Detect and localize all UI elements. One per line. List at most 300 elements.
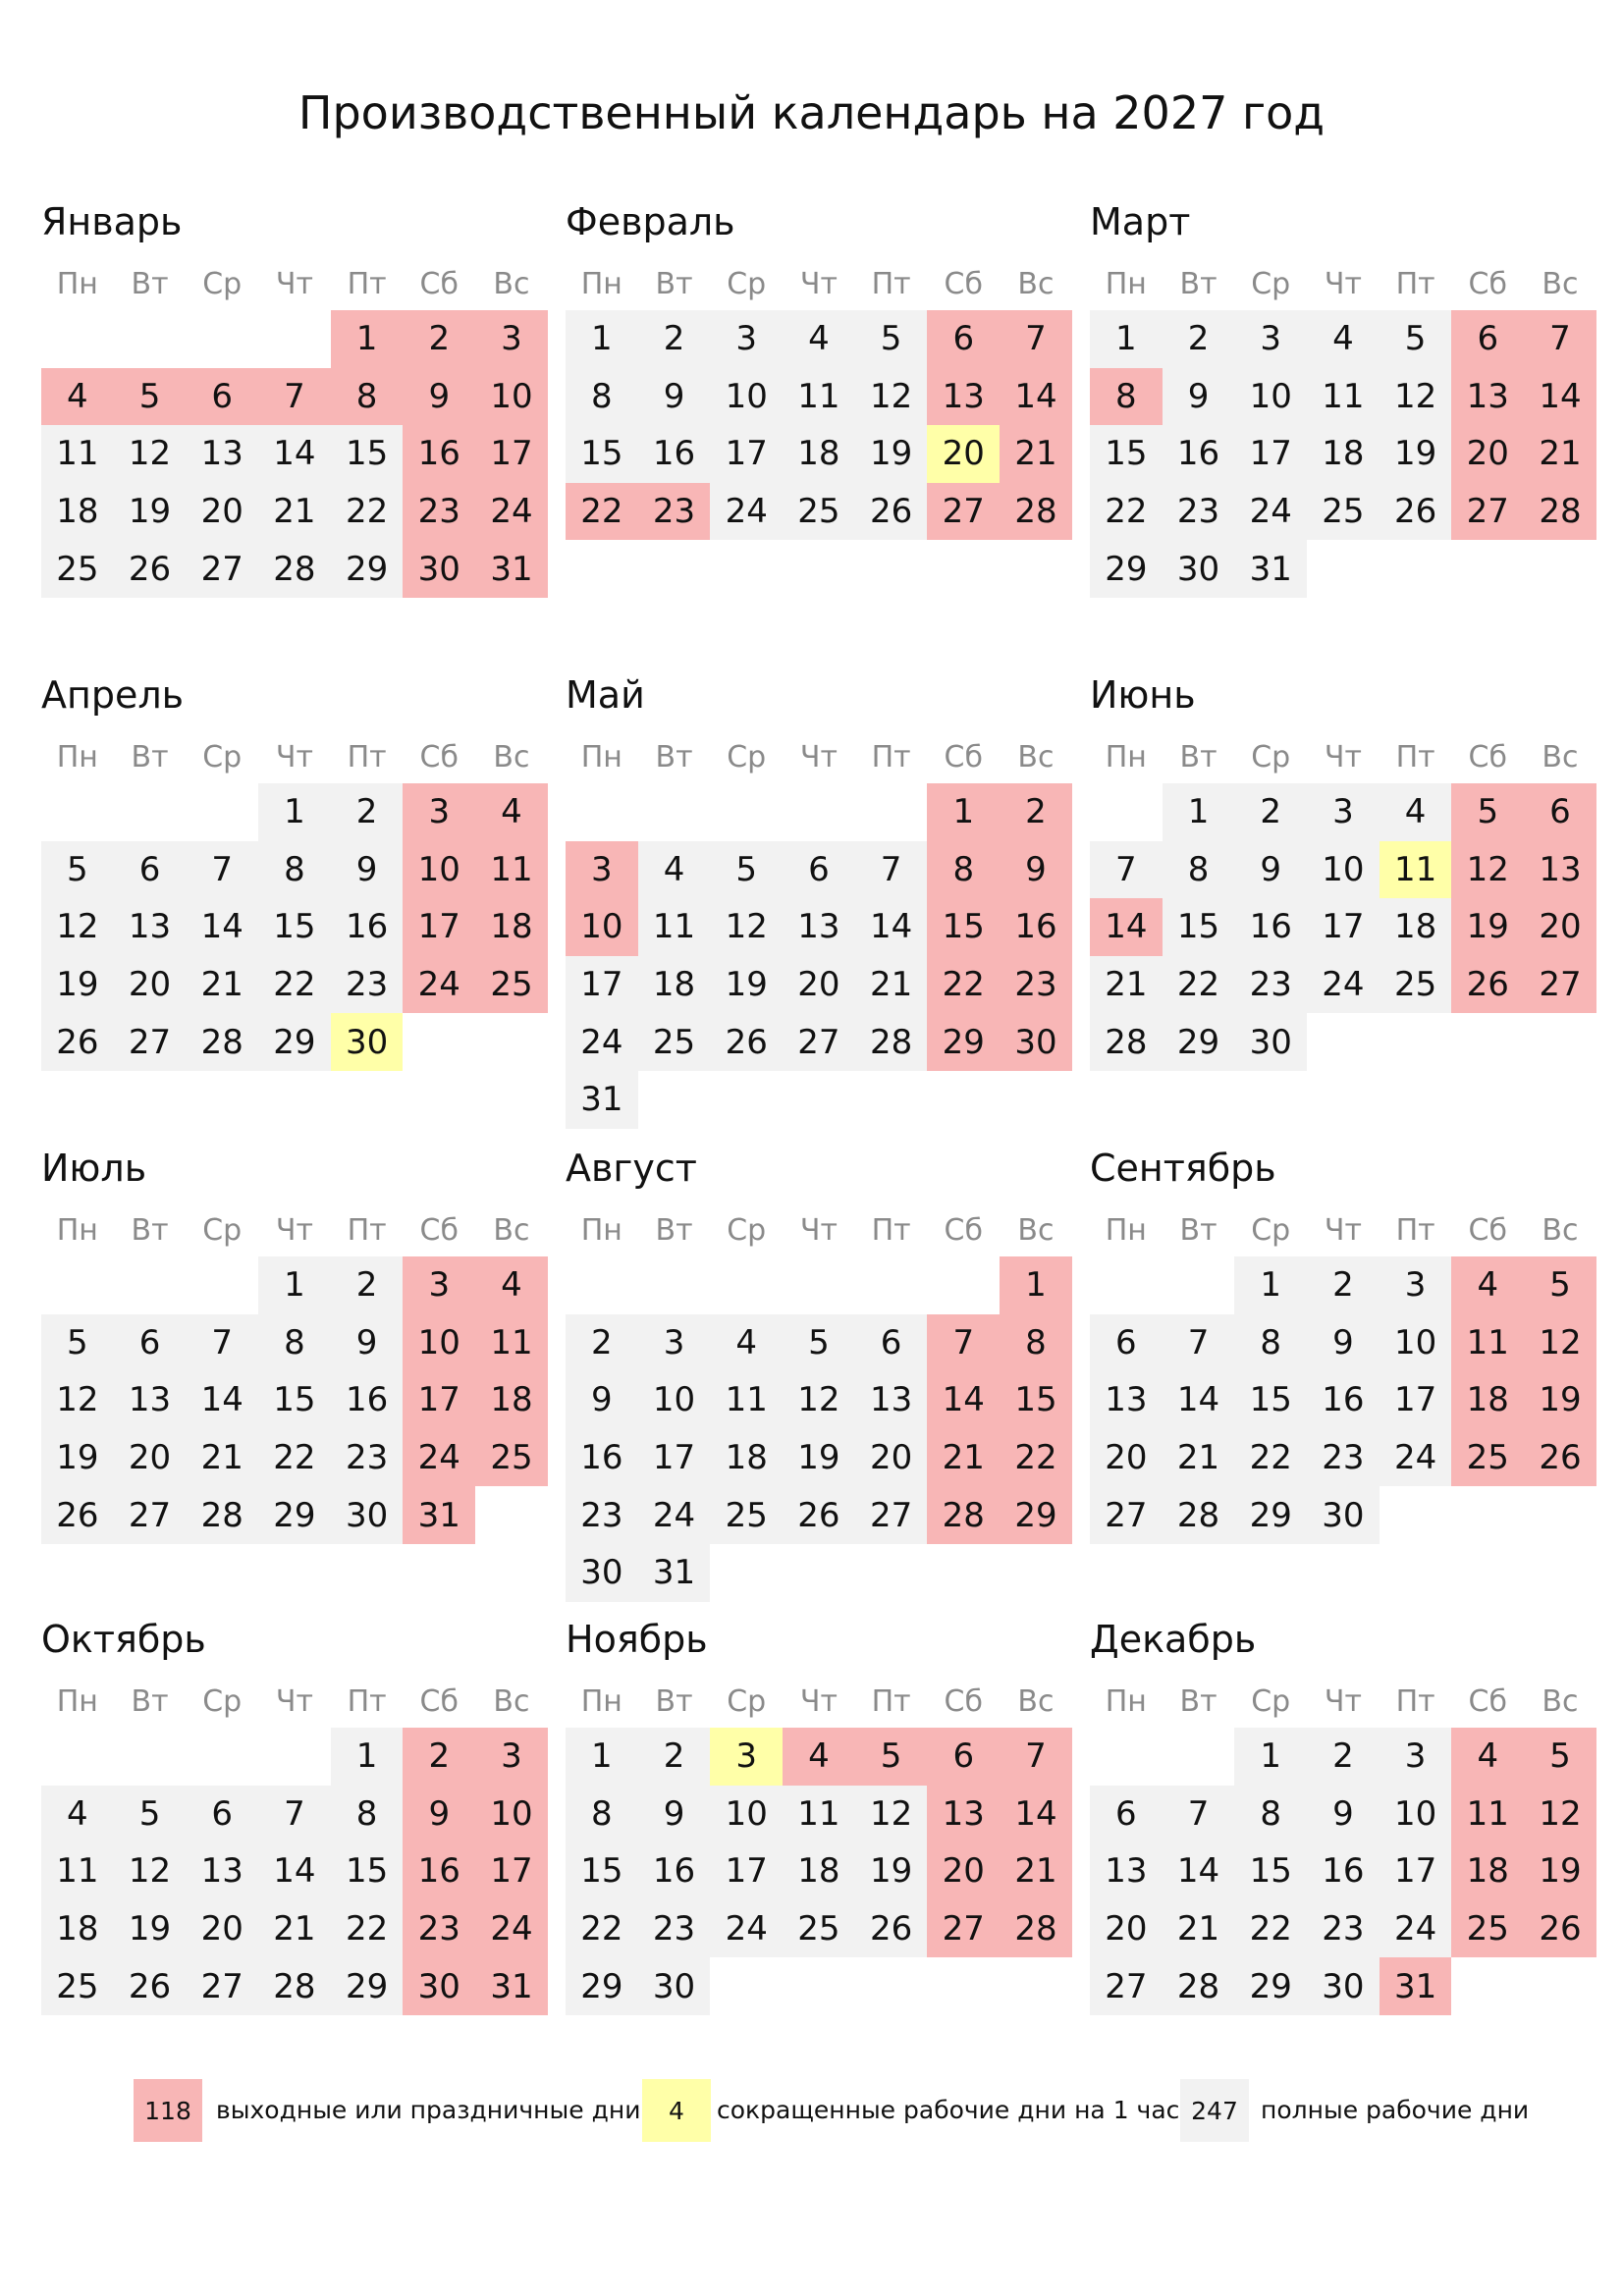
weekday-label: Вс — [1542, 267, 1579, 301]
weekday-label: Вт — [131, 1213, 169, 1248]
day-cell-holiday: 13 — [1451, 368, 1524, 426]
day-cell-holiday: 17 — [403, 1371, 475, 1429]
day-cell-holiday: 14 — [1000, 1786, 1072, 1843]
day-cell-holiday: 2 — [403, 1728, 475, 1786]
day-cell-holiday: 10 — [566, 898, 638, 956]
day-cell-workday: 7 — [1163, 1786, 1235, 1843]
day-cell-holiday: 26 — [1524, 1900, 1596, 1958]
weekday-header — [1090, 1209, 1596, 1253]
day-cell-workday: 23 — [1163, 483, 1235, 541]
day-cell-workday: 19 — [855, 425, 928, 483]
day-cell-workday: 8 — [258, 1314, 331, 1372]
empty-cell — [1163, 1728, 1235, 1786]
weekday-label: Пн — [1105, 1213, 1147, 1248]
day-cell-holiday: 10 — [403, 1314, 475, 1372]
day-cell-workday: 31 — [1234, 540, 1307, 598]
weekday-label: Пт — [347, 1213, 387, 1248]
day-cell-workday: 16 — [1163, 425, 1235, 483]
day-cell-holiday: 27 — [927, 483, 1000, 541]
weekday-label: Чт — [1324, 1213, 1362, 1248]
weekday-label: Вт — [655, 740, 693, 774]
day-cell-workday: 16 — [638, 1842, 711, 1900]
day-cell-holiday: 23 — [1000, 956, 1072, 1014]
day-cell-workday: 20 — [186, 483, 258, 541]
weekday-label: Ср — [1251, 740, 1291, 774]
weekday-label: Пн — [1105, 267, 1147, 301]
day-cell-workday: 25 — [783, 483, 855, 541]
day-cell-holiday: 28 — [1000, 1900, 1072, 1958]
day-cell-workday: 3 — [1234, 310, 1307, 368]
weekday-label: Вт — [655, 267, 693, 301]
day-cell-workday: 27 — [114, 1486, 187, 1544]
day-cell-workday: 18 — [638, 956, 711, 1014]
day-cell-workday: 12 — [41, 898, 114, 956]
empty-cell — [41, 783, 114, 841]
empty-cell — [710, 1256, 783, 1314]
month-name: Январь — [41, 200, 183, 243]
day-cell-workday: 4 — [1307, 310, 1380, 368]
day-cell-workday: 21 — [186, 956, 258, 1014]
day-cell-workday: 30 — [1307, 1957, 1380, 2015]
day-cell-workday: 8 — [1163, 841, 1235, 899]
weekday-header — [1090, 736, 1596, 779]
day-cell-workday: 10 — [710, 1786, 783, 1843]
day-cell-workday: 8 — [1234, 1786, 1307, 1843]
weekday-label: Ср — [727, 1684, 767, 1719]
day-cell-workday: 19 — [710, 956, 783, 1014]
weekday-label: Чт — [1324, 267, 1362, 301]
empty-cell — [1090, 783, 1163, 841]
day-cell-workday: 15 — [1163, 898, 1235, 956]
weekday-label: Пт — [347, 267, 387, 301]
day-cell-holiday: 18 — [1451, 1371, 1524, 1429]
month-name: Октябрь — [41, 1618, 206, 1661]
day-cell-workday: 28 — [1163, 1486, 1235, 1544]
day-cell-workday: 22 — [258, 956, 331, 1014]
day-cell-holiday: 18 — [1451, 1842, 1524, 1900]
day-cell-holiday: 21 — [1000, 425, 1072, 483]
empty-cell — [41, 1728, 114, 1786]
empty-cell — [114, 1728, 187, 1786]
day-cell-holiday: 20 — [927, 1842, 1000, 1900]
day-cell-holiday: 8 — [1000, 1314, 1072, 1372]
day-cell-workday: 15 — [1234, 1842, 1307, 1900]
day-grid — [41, 1256, 548, 1544]
page-title: Производственный календарь на 2027 год — [298, 86, 1325, 139]
day-cell-holiday: 15 — [927, 898, 1000, 956]
day-cell-holiday: 4 — [475, 783, 548, 841]
day-cell-workday: 24 — [710, 1900, 783, 1958]
day-cell-workday: 9 — [1163, 368, 1235, 426]
day-cell-holiday: 4 — [1451, 1256, 1524, 1314]
day-cell-holiday: 7 — [258, 368, 331, 426]
day-cell-holiday: 18 — [475, 1371, 548, 1429]
day-cell-workday: 2 — [1307, 1256, 1380, 1314]
day-cell-workday: 3 — [1380, 1728, 1452, 1786]
day-cell-holiday: 9 — [1000, 841, 1072, 899]
day-cell-workday: 25 — [638, 1013, 711, 1071]
day-cell-workday: 21 — [258, 1900, 331, 1958]
day-cell-workday: 13 — [186, 1842, 258, 1900]
weekday-label: Пн — [580, 1684, 622, 1719]
weekday-label: Чт — [275, 740, 313, 774]
day-cell-workday: 23 — [331, 1429, 404, 1487]
day-cell-workday: 6 — [783, 841, 855, 899]
day-cell-holiday: 25 — [475, 956, 548, 1014]
day-cell-workday: 2 — [638, 310, 711, 368]
day-cell-holiday: 26 — [1524, 1429, 1596, 1487]
weekday-label: Вс — [493, 267, 530, 301]
day-cell-holiday: 1 — [927, 783, 1000, 841]
legend-holiday-label: выходные или праздничные дни — [216, 2096, 641, 2124]
day-cell-workday: 3 — [710, 310, 783, 368]
day-cell-workday: 28 — [258, 1957, 331, 2015]
day-cell-holiday: 11 — [475, 1314, 548, 1372]
day-cell-workday: 2 — [1163, 310, 1235, 368]
empty-cell — [186, 1256, 258, 1314]
weekday-label: Чт — [799, 267, 838, 301]
weekday-header — [1090, 263, 1596, 306]
day-cell-holiday: 18 — [475, 898, 548, 956]
day-cell-workday: 1 — [1234, 1256, 1307, 1314]
empty-cell — [783, 1256, 855, 1314]
weekday-label: Пт — [871, 1213, 911, 1248]
day-cell-holiday: 28 — [1524, 483, 1596, 541]
day-cell-workday: 4 — [783, 310, 855, 368]
day-cell-workday: 13 — [186, 425, 258, 483]
day-cell-workday: 5 — [41, 841, 114, 899]
day-cell-holiday: 24 — [475, 1900, 548, 1958]
day-cell-workday: 6 — [114, 1314, 187, 1372]
weekday-header — [1090, 1681, 1596, 1724]
day-cell-workday: 22 — [1090, 483, 1163, 541]
day-cell-holiday: 4 — [783, 1728, 855, 1786]
day-grid — [566, 1728, 1072, 2015]
day-cell-holiday: 23 — [403, 1900, 475, 1958]
day-cell-workday: 30 — [1234, 1013, 1307, 1071]
day-cell-workday: 21 — [258, 483, 331, 541]
day-cell-workday: 22 — [1234, 1900, 1307, 1958]
day-cell-workday: 19 — [114, 1900, 187, 1958]
day-cell-holiday: 30 — [403, 1957, 475, 2015]
day-cell-workday: 18 — [41, 1900, 114, 1958]
weekday-label: Пн — [1105, 1684, 1147, 1719]
day-cell-workday: 17 — [638, 1429, 711, 1487]
legend-work-label: полные рабочие дни — [1261, 2096, 1530, 2124]
day-cell-workday: 18 — [783, 1842, 855, 1900]
weekday-label: Ср — [202, 267, 243, 301]
day-cell-workday: 15 — [1234, 1371, 1307, 1429]
day-cell-workday: 6 — [186, 1786, 258, 1843]
weekday-label: Пт — [1395, 1684, 1435, 1719]
day-cell-workday: 27 — [1090, 1486, 1163, 1544]
day-cell-workday: 28 — [186, 1013, 258, 1071]
day-cell-workday: 1 — [1234, 1728, 1307, 1786]
day-cell-workday: 11 — [710, 1371, 783, 1429]
weekday-label: Вт — [131, 267, 169, 301]
day-cell-workday: 10 — [1234, 368, 1307, 426]
day-cell-holiday: 21 — [927, 1429, 1000, 1487]
day-cell-holiday: 3 — [475, 1728, 548, 1786]
day-cell-holiday: 6 — [927, 1728, 1000, 1786]
empty-cell — [258, 310, 331, 368]
day-cell-workday: 14 — [186, 898, 258, 956]
weekday-label: Сб — [1468, 1684, 1507, 1719]
weekday-label: Вт — [1179, 267, 1217, 301]
day-cell-workday: 16 — [1307, 1842, 1380, 1900]
day-cell-workday: 21 — [186, 1429, 258, 1487]
day-cell-workday: 25 — [1307, 483, 1380, 541]
day-cell-workday: 27 — [186, 1957, 258, 2015]
weekday-label: Чт — [799, 1213, 838, 1248]
month-name: Май — [566, 673, 645, 717]
weekday-label: Вт — [131, 740, 169, 774]
day-cell-workday: 29 — [1234, 1486, 1307, 1544]
day-cell-workday: 24 — [1307, 956, 1380, 1014]
weekday-header — [41, 736, 548, 779]
weekday-label: Ср — [202, 740, 243, 774]
day-cell-workday: 23 — [1307, 1900, 1380, 1958]
legend-short-count: 4 — [642, 2079, 711, 2142]
weekday-label: Вт — [131, 1684, 169, 1719]
day-cell-holiday: 31 — [475, 1957, 548, 2015]
day-cell-workday: 1 — [1163, 783, 1235, 841]
day-cell-workday: 14 — [855, 898, 928, 956]
day-cell-holiday: 8 — [331, 368, 404, 426]
day-cell-holiday: 23 — [403, 483, 475, 541]
day-cell-workday: 20 — [186, 1900, 258, 1958]
weekday-label: Ср — [1251, 267, 1291, 301]
day-cell-holiday: 10 — [403, 841, 475, 899]
day-cell-workday: 27 — [186, 540, 258, 598]
day-cell-workday: 28 — [258, 540, 331, 598]
weekday-label: Вт — [1179, 1213, 1217, 1248]
empty-cell — [258, 1728, 331, 1786]
month-name: Август — [566, 1147, 697, 1190]
day-cell-workday: 26 — [114, 540, 187, 598]
day-cell-workday: 17 — [1307, 898, 1380, 956]
day-cell-workday: 22 — [258, 1429, 331, 1487]
day-cell-workday: 21 — [1163, 1429, 1235, 1487]
day-cell-holiday: 13 — [927, 368, 1000, 426]
day-cell-workday: 1 — [1090, 310, 1163, 368]
day-cell-holiday: 5 — [855, 1728, 928, 1786]
day-cell-holiday: 2 — [403, 310, 475, 368]
weekday-label: Чт — [275, 1213, 313, 1248]
day-cell-holiday: 2 — [1000, 783, 1072, 841]
day-cell-workday: 1 — [331, 1728, 404, 1786]
day-cell-workday: 19 — [855, 1842, 928, 1900]
day-cell-workday: 14 — [1163, 1842, 1235, 1900]
day-cell-workday: 20 — [1090, 1900, 1163, 1958]
day-cell-workday: 29 — [1234, 1957, 1307, 2015]
day-cell-workday: 11 — [41, 1842, 114, 1900]
weekday-label: Чт — [275, 267, 313, 301]
day-cell-holiday: 20 — [1524, 898, 1596, 956]
day-cell-workday: 30 — [638, 1957, 711, 2015]
month-name: Февраль — [566, 200, 735, 243]
empty-cell — [710, 783, 783, 841]
day-cell-holiday: 14 — [1000, 368, 1072, 426]
day-cell-holiday: 27 — [1451, 483, 1524, 541]
weekday-label: Ср — [202, 1213, 243, 1248]
empty-cell — [783, 783, 855, 841]
day-cell-workday: 5 — [855, 310, 928, 368]
day-cell-workday: 16 — [331, 898, 404, 956]
day-cell-workday: 1 — [258, 783, 331, 841]
day-cell-workday: 7 — [1090, 841, 1163, 899]
day-cell-workday: 30 — [331, 1486, 404, 1544]
day-cell-workday: 8 — [566, 1786, 638, 1843]
weekday-label: Ср — [202, 1684, 243, 1719]
day-cell-workday: 15 — [1090, 425, 1163, 483]
day-cell-short: 20 — [927, 425, 1000, 483]
month-name: Июль — [41, 1147, 147, 1190]
month-name: Ноябрь — [566, 1618, 708, 1661]
day-cell-workday: 21 — [1163, 1900, 1235, 1958]
weekday-label: Вс — [1017, 1684, 1055, 1719]
day-cell-workday: 22 — [1234, 1429, 1307, 1487]
day-cell-workday: 30 — [1307, 1486, 1380, 1544]
day-cell-holiday: 13 — [1524, 841, 1596, 899]
day-cell-workday: 25 — [710, 1486, 783, 1544]
day-cell-workday: 23 — [1234, 956, 1307, 1014]
day-cell-workday: 23 — [1307, 1429, 1380, 1487]
day-cell-workday: 29 — [1090, 540, 1163, 598]
day-cell-holiday: 14 — [1524, 368, 1596, 426]
day-cell-workday: 9 — [1307, 1314, 1380, 1372]
empty-cell — [1163, 1256, 1235, 1314]
day-cell-workday: 22 — [331, 1900, 404, 1958]
day-grid — [1090, 783, 1596, 1071]
day-cell-workday: 26 — [41, 1013, 114, 1071]
weekday-label: Сб — [419, 1213, 459, 1248]
day-cell-workday: 8 — [1234, 1314, 1307, 1372]
weekday-label: Пн — [56, 1684, 98, 1719]
empty-cell — [186, 783, 258, 841]
day-cell-holiday: 28 — [927, 1486, 1000, 1544]
weekday-label: Пн — [580, 740, 622, 774]
day-cell-workday: 12 — [41, 1371, 114, 1429]
day-cell-holiday: 7 — [1524, 310, 1596, 368]
day-cell-holiday: 11 — [475, 841, 548, 899]
day-cell-workday: 7 — [186, 841, 258, 899]
day-cell-holiday: 16 — [1000, 898, 1072, 956]
weekday-label: Пн — [1105, 740, 1147, 774]
day-cell-holiday: 4 — [41, 368, 114, 426]
day-cell-workday: 10 — [1307, 841, 1380, 899]
empty-cell — [927, 1256, 1000, 1314]
day-cell-holiday: 25 — [1451, 1429, 1524, 1487]
weekday-label: Сб — [944, 267, 983, 301]
day-cell-holiday: 12 — [1451, 841, 1524, 899]
day-cell-workday: 8 — [331, 1786, 404, 1843]
weekday-label: Вс — [493, 740, 530, 774]
day-cell-workday: 24 — [566, 1013, 638, 1071]
day-cell-workday: 22 — [1163, 956, 1235, 1014]
day-cell-holiday: 20 — [1451, 425, 1524, 483]
empty-cell — [186, 310, 258, 368]
weekday-label: Ср — [727, 1213, 767, 1248]
day-cell-workday: 2 — [566, 1314, 638, 1372]
weekday-label: Вс — [493, 1684, 530, 1719]
day-cell-workday: 16 — [566, 1429, 638, 1487]
day-cell-workday: 1 — [258, 1256, 331, 1314]
weekday-label: Вс — [1542, 740, 1579, 774]
day-cell-holiday: 31 — [475, 540, 548, 598]
weekday-header — [41, 1209, 548, 1253]
day-cell-workday: 12 — [710, 898, 783, 956]
day-cell-holiday: 17 — [403, 898, 475, 956]
day-cell-workday: 5 — [1380, 310, 1452, 368]
day-cell-workday: 2 — [638, 1728, 711, 1786]
day-cell-workday: 25 — [1380, 956, 1452, 1014]
weekday-label: Вс — [1017, 267, 1055, 301]
day-cell-holiday: 3 — [566, 841, 638, 899]
day-cell-holiday: 3 — [403, 783, 475, 841]
day-cell-workday: 24 — [1380, 1900, 1452, 1958]
weekday-label: Сб — [1468, 740, 1507, 774]
day-cell-holiday: 1 — [1000, 1256, 1072, 1314]
day-cell-workday: 16 — [331, 1371, 404, 1429]
day-cell-workday: 30 — [566, 1544, 638, 1602]
weekday-label: Пн — [580, 1213, 622, 1248]
day-cell-workday: 10 — [710, 368, 783, 426]
day-cell-holiday: 6 — [1524, 783, 1596, 841]
day-cell-workday: 11 — [783, 368, 855, 426]
day-cell-holiday: 19 — [1451, 898, 1524, 956]
day-cell-holiday: 27 — [1524, 956, 1596, 1014]
day-grid — [41, 783, 548, 1071]
day-cell-holiday: 16 — [403, 425, 475, 483]
day-cell-holiday: 22 — [1000, 1429, 1072, 1487]
day-cell-holiday: 3 — [475, 310, 548, 368]
weekday-label: Пн — [56, 267, 98, 301]
day-cell-workday: 26 — [855, 483, 928, 541]
day-cell-workday: 4 — [710, 1314, 783, 1372]
day-cell-holiday: 27 — [927, 1900, 1000, 1958]
day-cell-workday: 18 — [1307, 425, 1380, 483]
day-cell-workday: 15 — [258, 1371, 331, 1429]
day-cell-holiday: 14 — [1090, 898, 1163, 956]
day-cell-workday: 8 — [566, 368, 638, 426]
day-cell-workday: 9 — [638, 368, 711, 426]
day-cell-holiday: 10 — [475, 1786, 548, 1843]
day-cell-workday: 13 — [114, 1371, 187, 1429]
day-cell-workday: 29 — [1163, 1013, 1235, 1071]
day-cell-workday: 4 — [41, 1786, 114, 1843]
day-cell-workday: 11 — [783, 1786, 855, 1843]
day-cell-workday: 7 — [186, 1314, 258, 1372]
day-cell-holiday: 12 — [1524, 1786, 1596, 1843]
legend-work-count: 247 — [1180, 2079, 1249, 2142]
day-cell-holiday: 29 — [927, 1013, 1000, 1071]
day-cell-workday: 12 — [1380, 368, 1452, 426]
day-cell-workday: 18 — [783, 425, 855, 483]
day-cell-short: 30 — [331, 1013, 404, 1071]
day-cell-holiday: 13 — [927, 1786, 1000, 1843]
day-cell-workday: 31 — [638, 1544, 711, 1602]
day-cell-workday: 3 — [1380, 1256, 1452, 1314]
day-cell-holiday: 6 — [186, 368, 258, 426]
day-cell-holiday: 28 — [1000, 483, 1072, 541]
weekday-label: Сб — [1468, 267, 1507, 301]
day-cell-workday: 18 — [710, 1429, 783, 1487]
day-cell-holiday: 3 — [403, 1256, 475, 1314]
day-cell-workday: 24 — [1380, 1429, 1452, 1487]
day-cell-workday: 26 — [855, 1900, 928, 1958]
day-cell-workday: 13 — [1090, 1842, 1163, 1900]
